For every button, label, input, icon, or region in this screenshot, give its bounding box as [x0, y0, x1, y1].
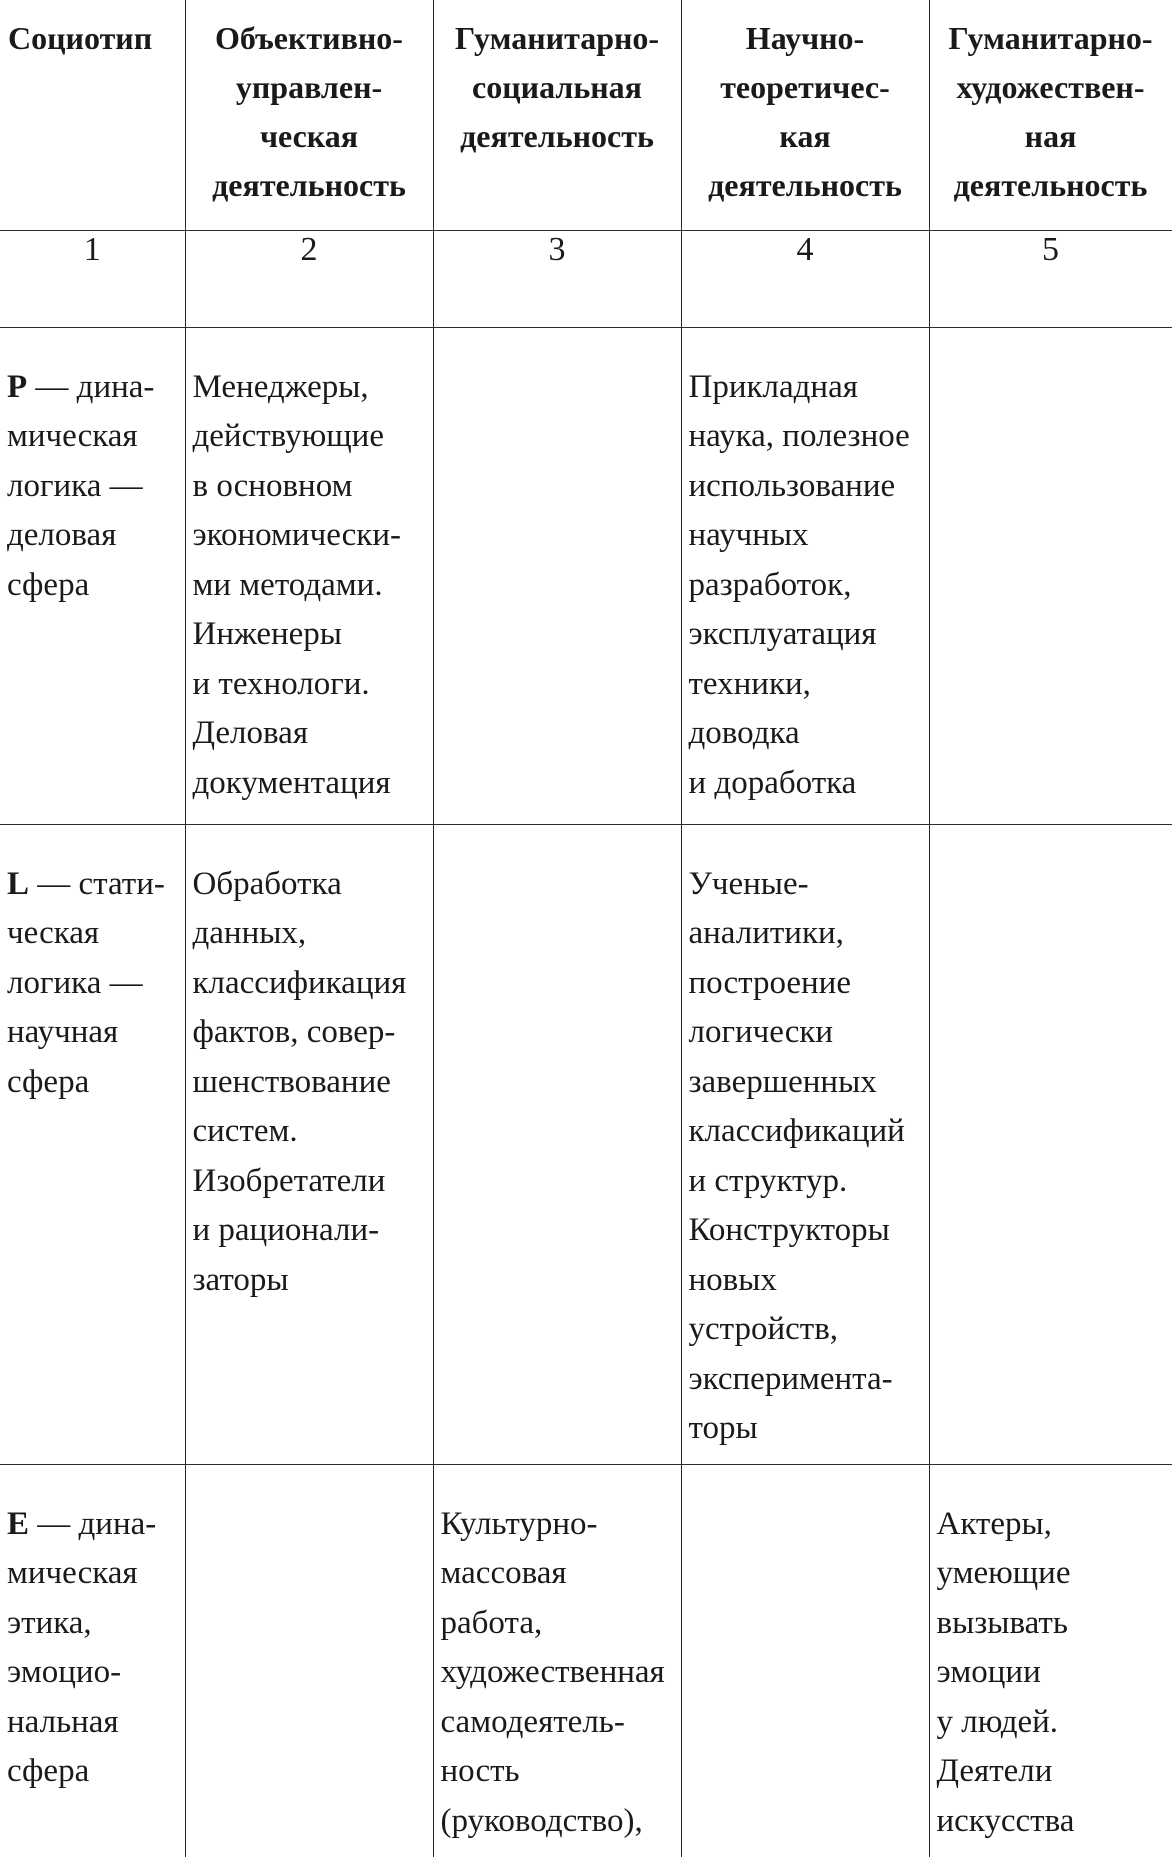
sociotype-description: — дина- мическая этика, эмоцио- нальная сфера — [7, 1505, 157, 1789]
header-sociotype: Социотип — [8, 20, 153, 56]
cell-text — [434, 825, 681, 860]
sociotype-code: E — [7, 1505, 30, 1542]
header-cell — [185, 0, 433, 230]
header-scientific-theoretical: Научно- теоретичес- кая деятельность — [708, 20, 902, 203]
table-cell — [929, 824, 1172, 1464]
header-cell — [929, 0, 1172, 230]
sociotype-description: — дина- мическая логика — деловая сфера — [7, 368, 155, 603]
table-cell — [929, 327, 1172, 824]
cell-text — [186, 1465, 433, 1500]
header-row — [0, 0, 1172, 230]
header-cell — [0, 0, 185, 230]
sociotype-cell — [0, 327, 185, 824]
column-number: 5 — [929, 230, 1172, 327]
table-row — [0, 1464, 1172, 1857]
cell-text: Обработка данных, классификация фактов, совер- шенствование систем. Изобретатели и рационали- заторы — [192, 865, 407, 1298]
column-number: 3 — [433, 230, 681, 327]
header-humanitarian-social: Гуманитарно- социальная деятельность — [454, 20, 660, 154]
table-cell — [433, 327, 681, 824]
table-cell — [433, 1464, 681, 1857]
column-number: 4 — [681, 230, 929, 327]
header-cell — [433, 0, 681, 230]
table-cell — [681, 327, 929, 824]
cell-text: Культурно- массовая работа, художественная самодеятель- ность (руководство), — [440, 1505, 665, 1839]
column-number: 2 — [185, 230, 433, 327]
sociotype-code: P — [7, 368, 28, 405]
table-row — [0, 327, 1172, 824]
cell-text: Прикладная наука, полезное использование научных разработок, эксплуатация техники, доводка и доработка — [688, 368, 910, 801]
table-cell — [929, 1464, 1172, 1857]
header-objective-managerial: Объективно- управлен- ческая деятельность — [212, 20, 406, 203]
cell-text: Актеры, умеющие вызывать эмоции у людей. Деятели искусства — [936, 1505, 1075, 1839]
sociotype-cell — [0, 824, 185, 1464]
column-number-row — [0, 230, 1172, 327]
sociotype-description: — стати- ческая логика — научная сфера — [7, 865, 165, 1100]
table-row — [0, 824, 1172, 1464]
table-cell — [185, 327, 433, 824]
cell-text — [930, 825, 1172, 860]
cell-text — [930, 328, 1172, 363]
cell-text: Ученые- аналитики, построение логически завершенных классификаций и структур. Конструкторы новых устройств, эксперимента- торы — [688, 865, 905, 1446]
header-cell — [681, 0, 929, 230]
sociotype-cell — [0, 1464, 185, 1857]
table-cell — [185, 1464, 433, 1857]
column-number: 1 — [0, 230, 185, 327]
table-cell — [433, 824, 681, 1464]
cell-text — [434, 328, 681, 363]
sociotype-code: L — [7, 865, 30, 902]
table-cell — [185, 824, 433, 1464]
cell-text: Менеджеры, действующие в основном экономически- ми методами. Инженеры и технологи. Деловая документация — [192, 368, 401, 801]
header-humanitarian-artistic: Гуманитарно- художествен- ная деятельность — [948, 20, 1153, 203]
table-cell — [681, 1464, 929, 1857]
cell-text — [682, 1465, 929, 1500]
table-cell — [681, 824, 929, 1464]
